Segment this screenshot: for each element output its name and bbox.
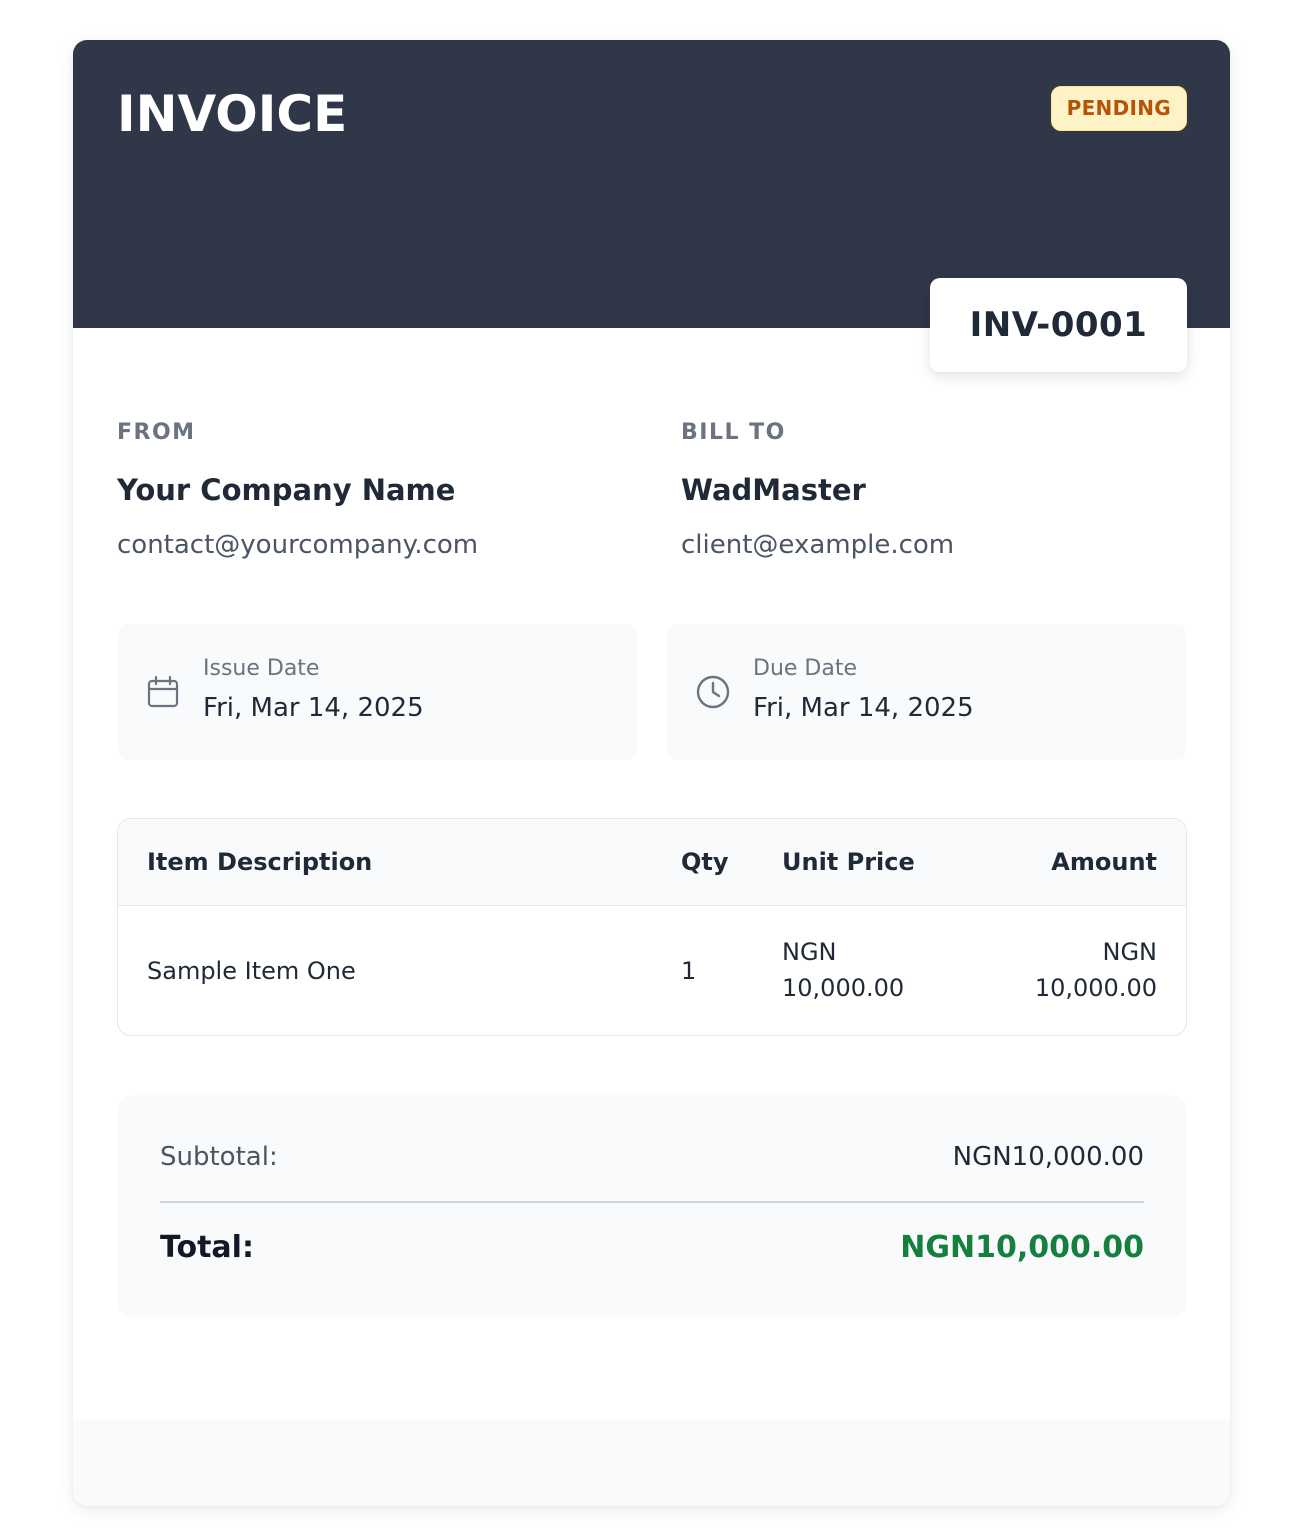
total-value: NGN10,000.00 xyxy=(900,1230,1144,1265)
table-header xyxy=(118,819,1186,906)
header-qty: Qty xyxy=(681,848,729,876)
item-qty: 1 xyxy=(681,957,697,985)
clock-icon xyxy=(695,674,731,710)
issue-date-label: Issue Date xyxy=(203,656,320,681)
bill-to-label: BILL TO xyxy=(681,420,786,445)
due-date-label: Due Date xyxy=(753,656,857,681)
subtotal-value: NGN10,000.00 xyxy=(952,1142,1144,1172)
total-label: Total: xyxy=(160,1230,254,1265)
totals-divider xyxy=(160,1201,1144,1203)
invoice-card xyxy=(73,40,1230,1506)
issue-date-box xyxy=(117,624,637,760)
item-amount-currency: NGN xyxy=(1102,938,1157,966)
issue-date-value: Fri, Mar 14, 2025 xyxy=(203,693,424,723)
items-table xyxy=(117,818,1187,1036)
item-unit-price-value: 10,000.00 xyxy=(782,974,905,1002)
from-company-name: Your Company Name xyxy=(117,473,456,507)
bill-to-email: client@example.com xyxy=(681,530,955,560)
calendar-icon xyxy=(145,674,181,710)
item-unit-price-currency: NGN xyxy=(782,938,837,966)
due-date-value: Fri, Mar 14, 2025 xyxy=(753,693,974,723)
invoice-number: INV-0001 xyxy=(930,278,1187,372)
from-email: contact@yourcompany.com xyxy=(117,530,479,560)
item-amount-value: 10,000.00 xyxy=(1034,974,1157,1002)
header-unit-price: Unit Price xyxy=(782,848,915,876)
table-row xyxy=(118,906,1186,1036)
header-amount: Amount xyxy=(1051,848,1157,876)
item-description: Sample Item One xyxy=(147,957,356,985)
from-label: FROM xyxy=(117,420,196,445)
header-item-description: Item Description xyxy=(147,848,373,876)
totals-box xyxy=(117,1095,1187,1317)
subtotal-label: Subtotal: xyxy=(160,1142,278,1172)
due-date-box xyxy=(667,624,1187,760)
status-badge: PENDING xyxy=(1051,86,1187,131)
bill-to-name: WadMaster xyxy=(681,473,866,507)
invoice-title: INVOICE xyxy=(117,85,348,143)
item-unit-price xyxy=(782,934,904,1006)
item-amount xyxy=(1035,934,1157,1006)
card-footer xyxy=(73,1420,1230,1506)
